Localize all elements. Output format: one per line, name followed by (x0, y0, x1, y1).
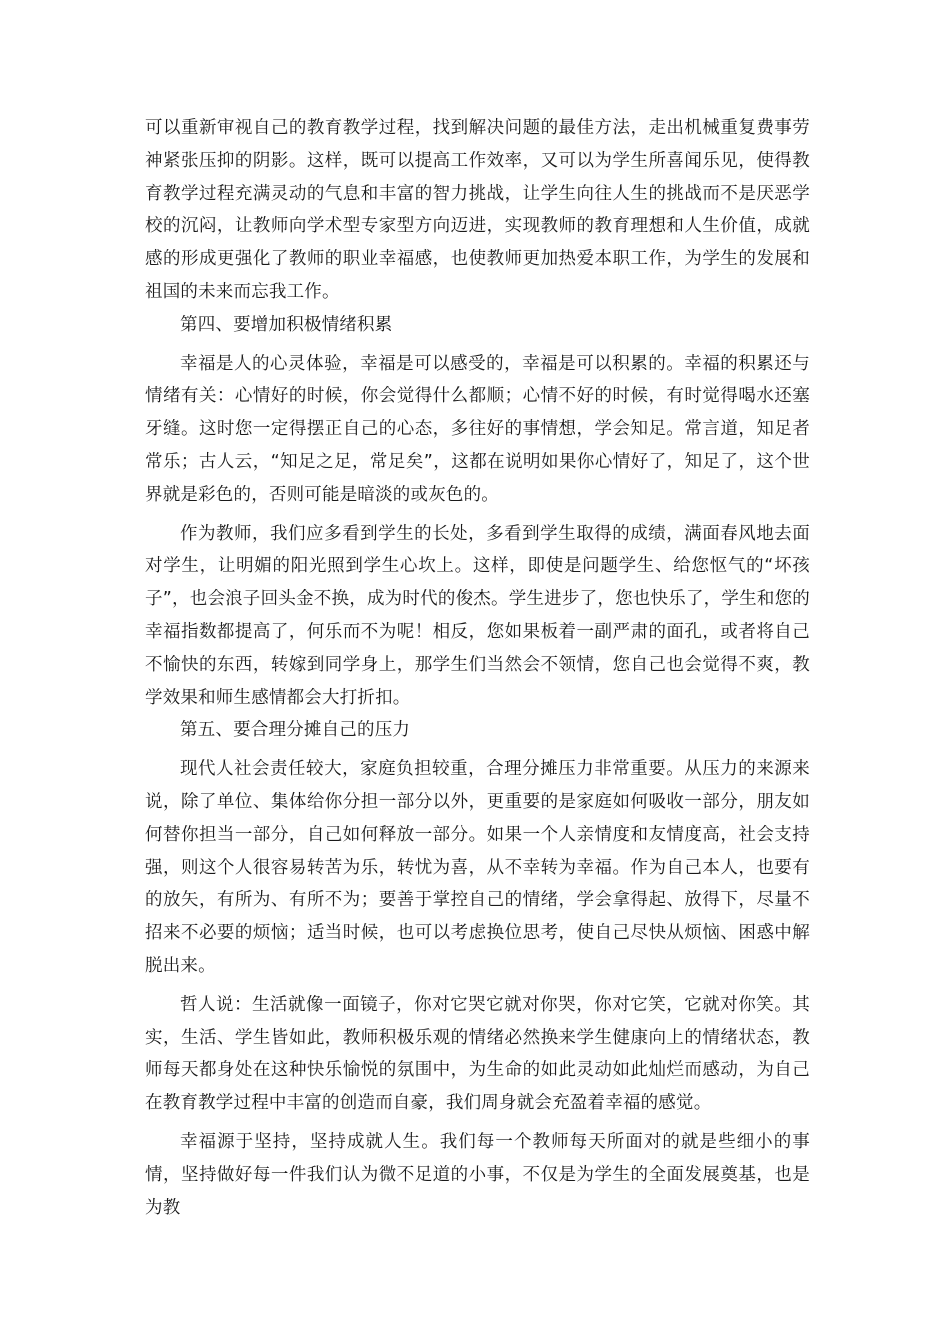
paragraph: 幸福是人的心灵体验，幸福是可以感受的，幸福是可以积累的。幸福的积累还与情绪有关：心情好的时候，你会觉得什么都顺；心情不好的时候，有时觉得喝水还塞牙缝。这时您一定得摆正自己的心态，多往好的事情想，学会知足。常言道，知足者常乐；古人云，“知足之足，常足矣”，这都在说明如果你心情好了，知足了，这个世界就是彩色的，否则可能是暗淡的或灰色的。 (145, 353, 810, 505)
document-body (145, 112, 810, 1224)
paragraph-continued: 可以重新审视自己的教育教学过程，找到解决问题的最佳方法，走出机械重复费事劳神紧张压抑的阴影。这样，既可以提高工作效率，又可以为学生所喜闻乐见，使得教育教学过程充满灵动的气息和丰富的智力挑战，让学生向往人生的挑战而不是厌恶学校的沉闷，让教师向学术型专家型方向迈进，实现教师的教育理想和人生价值，成就感的形成更强化了教师的职业幸福感，也使教师更加热爱本职工作，为学生的发展和祖国的未来而忘我工作。 (145, 118, 810, 302)
paragraph: 作为教师，我们应多看到学生的长处，多看到学生取得的成绩，满面春风地去面对学生，让明媚的阳光照到学生心坎上。这样，即使是问题学生、给您怄气的“坏孩子”，也会浪子回头金不换，成为时代的俊杰。学生进步了，您也快乐了，学生和您的幸福指数都提高了，何乐而不为呢！相反，您如果板着一副严肃的面孔，或者将自己不愉快的东西，转嫁到同学身上，那学生们当然会不领情，您自己也会觉得不爽，教学效果和师生感情都会大打折扣。 (145, 523, 810, 708)
section-heading-4: 第四、要增加积极情绪积累 (180, 314, 393, 335)
paragraph: 现代人社会责任较大，家庭负担较重，合理分摊压力非常重要。从压力的来源来说，除了单位、集体给你分担一部分以外，更重要的是家庭如何吸收一部分，朋友如何替你担当一部分，自己如何释放一部分。如果一个人亲情度和友情度高，社会支持强，则这个人很容易转苦为乐，转忧为喜，从不幸转为幸福。作为自己本人，也要有的放矢，有所为、有所不为；要善于掌控自己的情绪，学会拿得起、放得下，尽量不招来不必要的烦恼；适当时候，也可以考虑换位思考，使自己尽快从烦恼、困惑中解脱出来。 (145, 759, 810, 976)
section-heading-5: 第五、要合理分摊自己的压力 (180, 720, 411, 741)
paragraph: 哲人说：生活就像一面镜子，你对它哭它就对你哭，你对它笑，它就对你笑。其实，生活、学生皆如此，教师积极乐观的情绪必然换来学生健康向上的情绪状态，教师每天都身处在这种快乐愉悦的氛围中，为生命的如此灵动如此灿烂而感动，为自己在教育教学过程中丰富的创造而自豪，我们周身就会充盈着幸福的感觉。 (145, 994, 810, 1114)
paragraph: 幸福源于坚持，坚持成就人生。我们每一个教师每天所面对的就是些细小的事情，坚持做好每一件我们认为微不足道的小事，不仅是为学生的全面发展奠基，也是为教 (145, 1131, 810, 1218)
